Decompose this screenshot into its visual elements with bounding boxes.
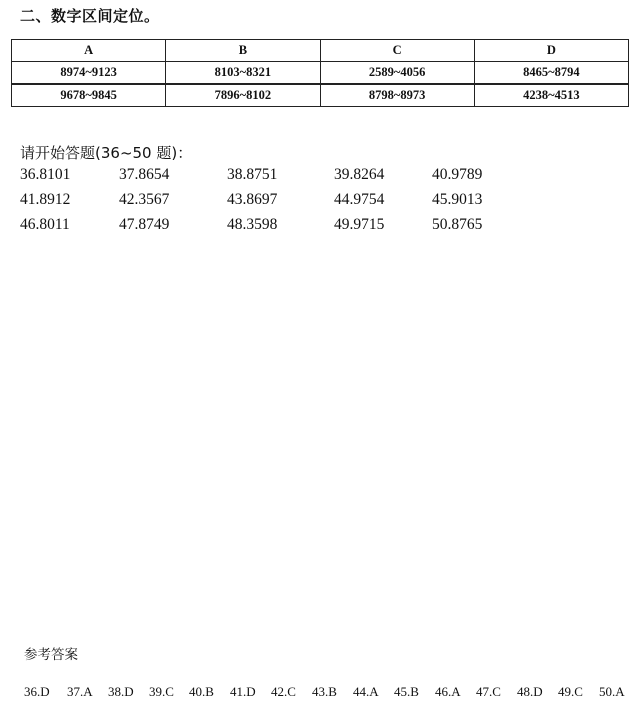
answers-title: 参考答案 bbox=[24, 647, 78, 663]
answer-item: 42.C bbox=[271, 684, 296, 699]
answer-item: 44.A bbox=[353, 684, 379, 699]
table-cell: 8798~8973 bbox=[320, 84, 474, 107]
question-item: 37.8654 bbox=[119, 166, 170, 183]
question-item: 39.8264 bbox=[334, 166, 385, 183]
answer-item: 39.C bbox=[149, 684, 174, 699]
table-cell: 8465~8794 bbox=[474, 62, 628, 85]
answer-item: 40.B bbox=[189, 684, 214, 699]
answer-item: 49.C bbox=[558, 684, 583, 699]
question-item: 44.9754 bbox=[334, 191, 385, 208]
question-item: 46.8011 bbox=[20, 216, 70, 233]
table-header-row bbox=[12, 40, 629, 62]
answer-item: 37.A bbox=[67, 684, 93, 699]
table-cell: 4238~4513 bbox=[474, 84, 628, 107]
table-row bbox=[12, 62, 629, 85]
table-cell: 8974~9123 bbox=[12, 62, 166, 85]
answer-item: 47.C bbox=[476, 684, 501, 699]
answer-item: 36.D bbox=[24, 684, 50, 699]
question-item: 43.8697 bbox=[227, 191, 278, 208]
column-header-b: B bbox=[166, 40, 320, 62]
table-cell: 8103~8321 bbox=[166, 62, 320, 85]
question-item: 48.3598 bbox=[227, 216, 278, 233]
question-item: 47.8749 bbox=[119, 216, 170, 233]
answer-item: 38.D bbox=[108, 684, 134, 699]
answer-item: 50.A bbox=[599, 684, 625, 699]
question-item: 36.8101 bbox=[20, 166, 71, 183]
section-title: 二、数字区间定位。 bbox=[20, 7, 160, 25]
range-table bbox=[11, 39, 629, 107]
question-prompt: 请开始答题(36~50 题)： bbox=[20, 144, 193, 162]
question-item: 50.8765 bbox=[432, 216, 483, 233]
column-header-d: D bbox=[474, 40, 628, 62]
table-row bbox=[12, 84, 629, 107]
answer-item: 45.B bbox=[394, 684, 419, 699]
question-item: 41.8912 bbox=[20, 191, 71, 208]
answer-item: 43.B bbox=[312, 684, 337, 699]
column-header-c: C bbox=[320, 40, 474, 62]
table-cell: 7896~8102 bbox=[166, 84, 320, 107]
answer-item: 46.A bbox=[435, 684, 461, 699]
question-item: 49.9715 bbox=[334, 216, 385, 233]
answer-item: 48.D bbox=[517, 684, 543, 699]
question-item: 38.8751 bbox=[227, 166, 278, 183]
table-cell: 9678~9845 bbox=[12, 84, 166, 107]
question-item: 45.9013 bbox=[432, 191, 483, 208]
question-item: 40.9789 bbox=[432, 166, 483, 183]
column-header-a: A bbox=[12, 40, 166, 62]
question-item: 42.3567 bbox=[119, 191, 170, 208]
answer-item: 41.D bbox=[230, 684, 256, 699]
table-cell: 2589~4056 bbox=[320, 62, 474, 85]
